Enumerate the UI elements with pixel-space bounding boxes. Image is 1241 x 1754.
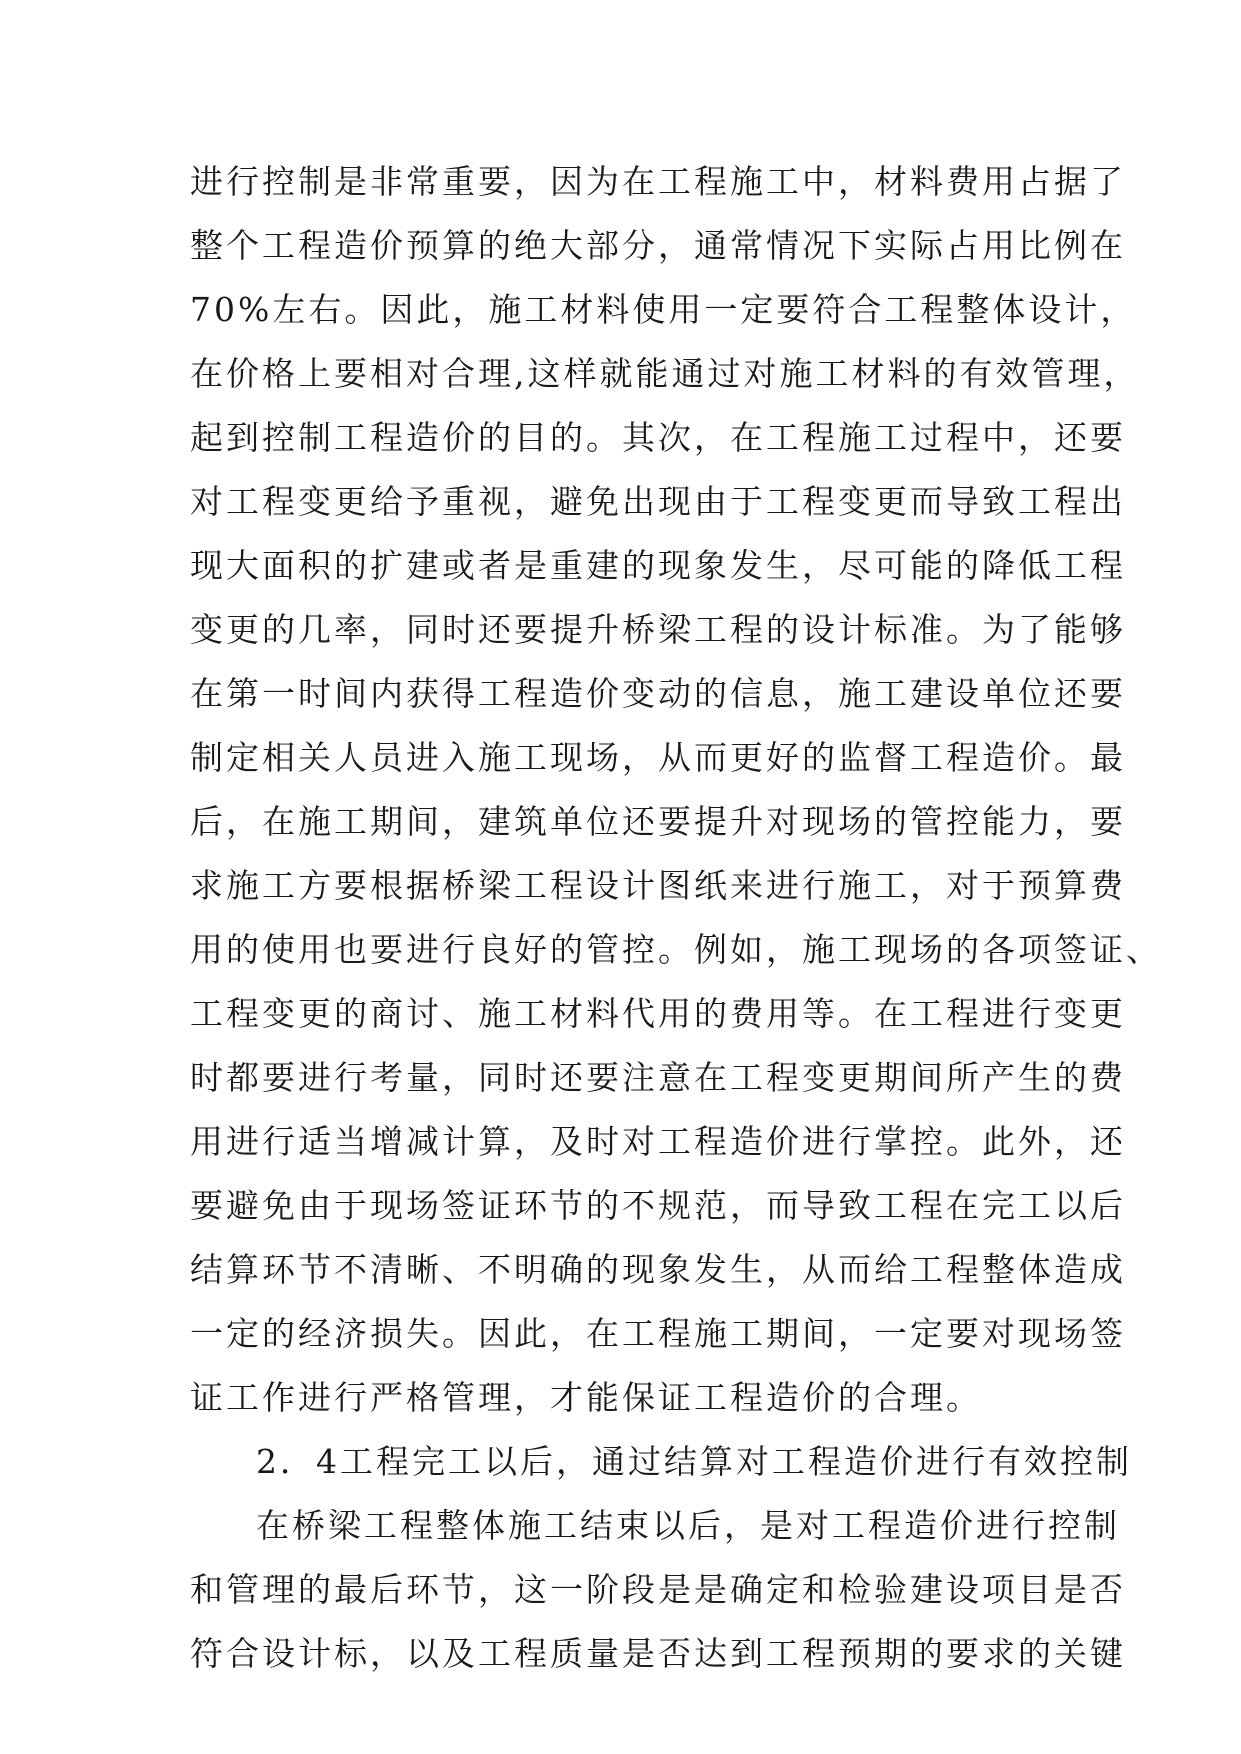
text-line: 一 定 的 经 济 损 失 。 因 此 ， 在 工 程 施 工 期 间 ， 一 定 要 对 现 场 签 <box>190 1314 1126 1353</box>
text-line: 进 行 控 制 是 非 常 重 要 ， 因 为 在 工 程 施 工 中 ， 材 料 费 用 占 据 了 <box>190 162 1126 201</box>
text-line: 和 管 理 的 最 后 环 节 ， 这 一 阶 段 是 是 确 定 和 检 验 建 设 项 目 是 否 <box>190 1570 1126 1609</box>
text-line: 结 算 环 节 不 清 晰 、 不 明 确 的 现 象 发 生 ， 从 而 给 工 程 整 体 造 成 <box>190 1250 1126 1289</box>
text-line: 对 工 程 变 更 给 予 重 视 ， 避 免 出 现 由 于 工 程 变 更 而 导 致 工 程 出 <box>190 482 1126 521</box>
text-line: 起 到 控 制 工 程 造 价 的 目 的 。 其 次 ， 在 工 程 施 工 过 程 中 ， 还 要 <box>190 418 1126 457</box>
text-line: 用 进 行 适 当 增 减 计 算 ， 及 时 对 工 程 造 价 进 行 掌 控 。 此 外 ， 还 <box>190 1122 1126 1161</box>
text-line: 后 ， 在 施 工 期 间 ， 建 筑 单 位 还 要 提 升 对 现 场 的 管 控 能 力 ， 要 <box>190 802 1126 841</box>
text-line: 要 避 免 由 于 现 场 签 证 环 节 的 不 规 范 ， 而 导 致 工 程 在 完 工 以 后 <box>190 1186 1126 1225</box>
paragraph-end-line: 证工作进行严格管理，才能保证工程造价的合理。 <box>190 1378 982 1417</box>
text-line: 在 价 格 上 要 相 对 合 理 , 这 样 就 能 通 过 对 施 工 材 料 的 有 效 管 理 ， <box>190 354 1140 393</box>
text-line: 在 第 一 时 间 内 获 得 工 程 造 价 变 动 的 信 息 ， 施 工 建 设 单 位 还 要 <box>190 674 1126 713</box>
text-line: 制 定 相 关 人 员 进 入 施 工 现 场 ， 从 而 更 好 的 监 督 工 程 造 价 。 最 <box>190 738 1126 777</box>
text-line: 用 的 使 用 也 要 进 行 良 好 的 管 控 。 例 如 ， 施 工 现 场 的 各 项 签 证 、 <box>190 930 1162 969</box>
text-line: 符 合 设 计 标 ， 以 及 工 程 质 量 是 否 达 到 工 程 预 期 的 要 求 的 关 键 <box>190 1634 1126 1673</box>
paragraph-first-line: 在 桥 梁 工 程 整 体 施 工 结 束 以 后 ， 是 对 工 程 造 价 进 行 控 制 <box>256 1506 1120 1545</box>
text-line: 求 施 工 方 要 根 据 桥 梁 工 程 设 计 图 纸 来 进 行 施 工 ， 对 于 预 算 费 <box>190 866 1126 905</box>
text-line: 整 个 工 程 造 价 预 算 的 绝 大 部 分 ， 通 常 情 况 下 实 际 占 用 比 例 在 <box>190 226 1126 265</box>
text-line: 现 大 面 积 的 扩 建 或 者 是 重 建 的 现 象 发 生 ， 尽 可 能 的 降 低 工 程 <box>190 546 1126 585</box>
text-line: 工 程 变 更 的 商 讨 、 施 工 材 料 代 用 的 费 用 等 。 在 工 程 进 行 变 更 <box>190 994 1126 1033</box>
text-line: 变 更 的 几 率 ， 同 时 还 要 提 升 桥 梁 工 程 的 设 计 标 准 。 为 了 能 够 <box>190 610 1126 649</box>
section-heading: 2 ． 4 工 程 完 工 以 后 ， 通 过 结 算 对 工 程 造 价 进 行 有 效 控 制 <box>256 1442 1132 1481</box>
text-line: 7 0 % 左 右 。 因 此 ， 施 工 材 料 使 用 一 定 要 符 合 工 程 整 体 设 计 ， <box>190 290 1137 329</box>
text-line: 时 都 要 进 行 考 量 ， 同 时 还 要 注 意 在 工 程 变 更 期 间 所 产 生 的 费 <box>190 1058 1126 1097</box>
body-text <box>190 150 1162 1686</box>
